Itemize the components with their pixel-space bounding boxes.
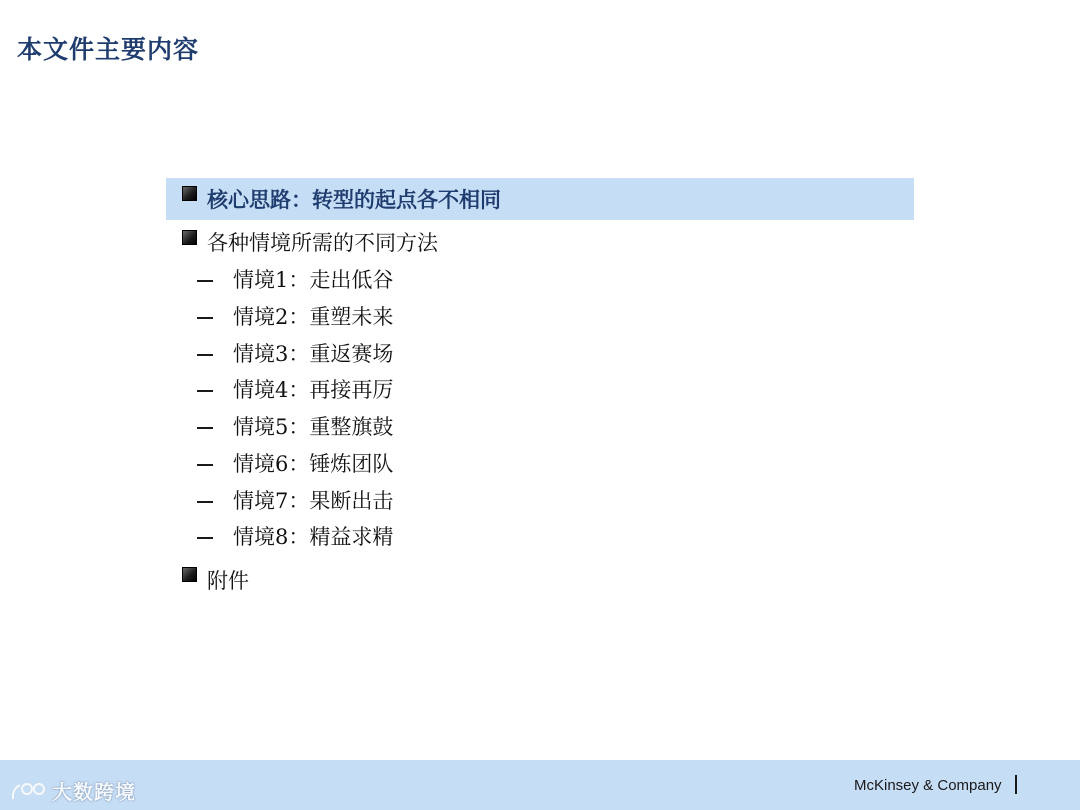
toc-item-core-idea[interactable]: 核心思路：转型的起点各不相同 [207,187,501,212]
toc-subitem[interactable]: 情境6：锤炼团队 [233,452,394,476]
toc-subitem[interactable]: 情境4：再接再厉 [233,378,394,402]
dash-bullet-icon [197,464,213,466]
watermark-logo-icon [10,779,48,803]
dash-bullet-icon [197,427,213,429]
square-bullet-icon [182,567,197,582]
watermark-text: 大数跨境 [52,780,136,804]
square-bullet-icon [182,230,197,245]
toc-subitem[interactable]: 情境8：精益求精 [233,525,394,549]
dash-bullet-icon [197,354,213,356]
dash-bullet-icon [197,537,213,539]
toc-item-appendix[interactable]: 附件 [207,569,249,593]
company-name: McKinsey & Company [854,777,1002,794]
dash-bullet-icon [197,501,213,503]
toc-subitem[interactable]: 情境1：走出低谷 [233,268,394,292]
watermark [10,776,136,805]
dash-bullet-icon [197,280,213,282]
footer-band [0,760,1080,810]
toc-subitem[interactable]: 情境2：重塑未来 [233,305,394,329]
toc-subitem[interactable]: 情境5：重整旗鼓 [233,415,394,439]
toc-subitem[interactable]: 情境3：重返赛场 [233,342,394,366]
footer-divider [1015,775,1017,794]
square-bullet-icon [182,186,197,201]
toc-item-approaches[interactable]: 各种情境所需的不同方法 [207,231,438,255]
toc-subitem[interactable]: 情境7：果断出击 [233,489,394,513]
dash-bullet-icon [197,390,213,392]
page-title: 本文件主要内容 [17,35,200,64]
dash-bullet-icon [197,317,213,319]
